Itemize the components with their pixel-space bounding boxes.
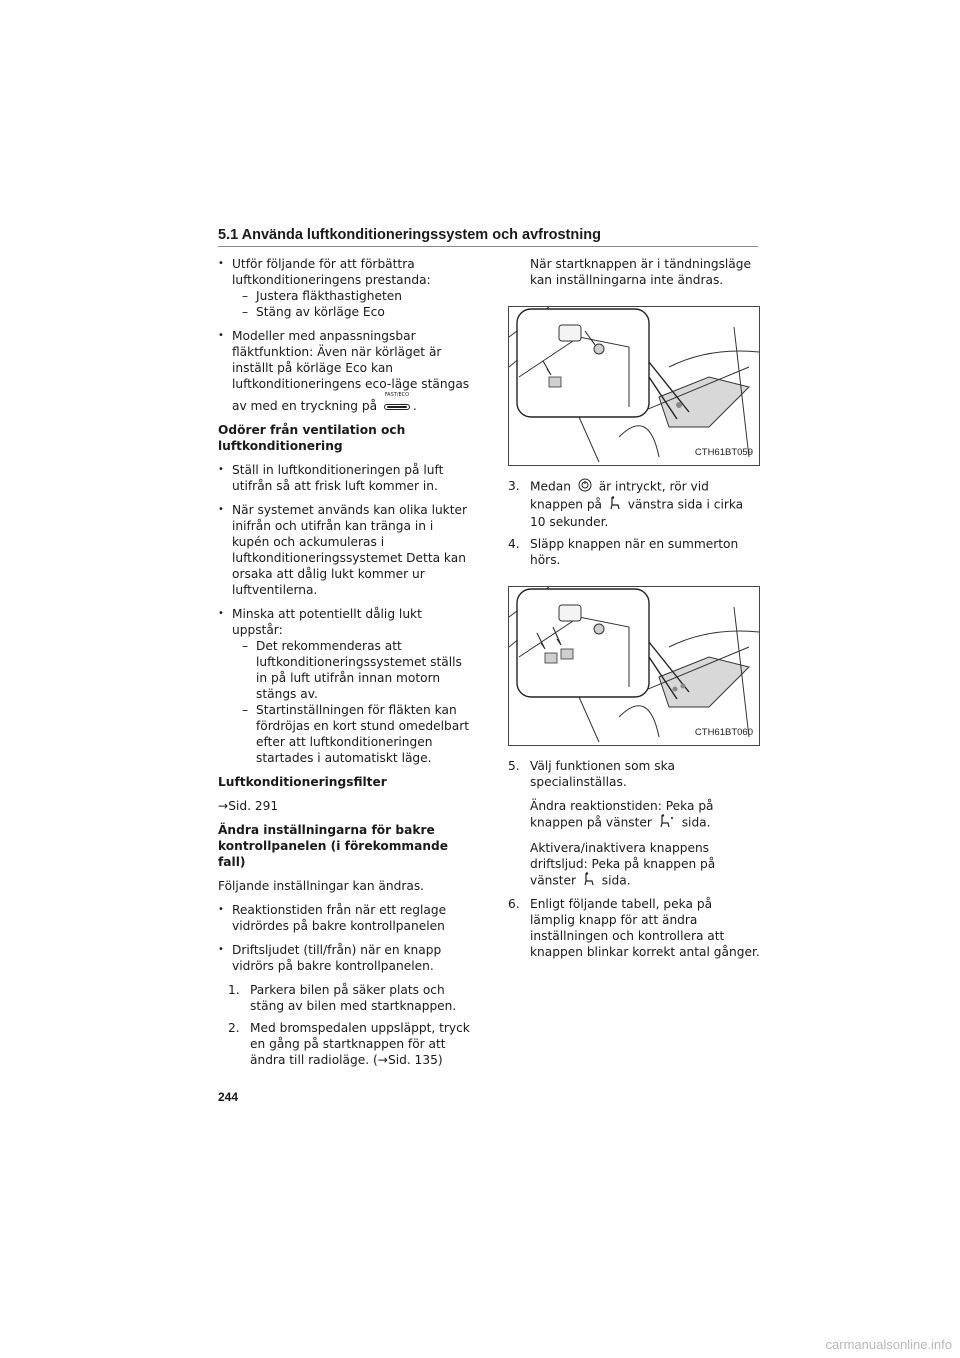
- step-text: vänstra sida i cirka 10 sekunder.: [530, 497, 744, 529]
- bullet-text: När systemet används kan olika lukter inifrån och utifrån kan tränga in i kupén och ackumuleras i luftkonditioneringssystemet Detta kan orsaka att dålig lukt kommer ur luftventilerna.: [232, 503, 468, 597]
- bullet-item: [218, 902, 473, 934]
- step-text: Välj funktionen som ska specialinställas.: [530, 759, 675, 789]
- step-1: [228, 982, 473, 1014]
- step-3: [508, 478, 760, 530]
- heading-rear-panel: Ändra inställningarna för bakre kontrollpanelen (i förekommande fall): [218, 823, 449, 869]
- bullet-item: [218, 328, 473, 414]
- heading-odors: Odörer från ventilation och luftkonditionering: [218, 423, 406, 453]
- rear-panel-illustration-1: [509, 307, 759, 465]
- sub-item-text: Justera fläkthastigheten: [256, 289, 402, 303]
- page-reference-link[interactable]: →Sid. 291: [218, 799, 279, 813]
- step-text: sida.: [681, 815, 711, 830]
- step-option-reaction-time: [530, 798, 760, 832]
- step-text: Parkera bilen på säker plats och stäng av bilen med startknappen.: [250, 983, 457, 1013]
- figure-rear-panel-1: [508, 306, 760, 466]
- step-5: [508, 758, 760, 890]
- section-title: 5.1 Använda luftkonditioneringssystem och avfrostning: [218, 227, 601, 243]
- bullet-text: Minska att potentiellt dålig lukt uppstår:: [232, 607, 422, 637]
- figure-rear-panel-2: [508, 586, 760, 746]
- step-2: [228, 1020, 473, 1068]
- step-number: 5.: [508, 759, 520, 773]
- bullet-item: [218, 256, 473, 320]
- bullet-item: [218, 462, 473, 494]
- seat-icon: [583, 872, 595, 890]
- bullet-text: Ställ in luftkonditioneringen på luft utifrån så att frisk luft kommer in.: [232, 463, 444, 493]
- sub-item: – Justera fläkthastigheten: [242, 289, 402, 303]
- power-button-icon: [578, 478, 592, 496]
- step-text: Med bromspedalen uppsläppt, tryck en gång på startknappen för att ändra till radioläge. (→Sid. 135): [250, 1021, 470, 1067]
- continuation-paragraph: När startknappen är i tändningsläge kan inställningarna inte ändras.: [530, 257, 752, 287]
- fast-eco-button-label: FAST/ECO: [384, 392, 410, 398]
- step-number: 4.: [508, 537, 520, 551]
- step-text: Aktivera/inaktivera knappens driftsljud: Peka på knappen på vänster: [530, 841, 716, 888]
- step-number: 1.: [228, 983, 240, 997]
- step-number: 2.: [228, 1021, 240, 1035]
- right-column: [508, 256, 760, 966]
- step-text: Enligt följande tabell, peka på lämplig knapp för att ändra inställningen och kontrollera att knappen blinkar korrekt antal gånger.: [530, 897, 760, 959]
- figure-code: CTH61BT060: [694, 727, 753, 738]
- step-text: Släpp knappen när en summerton hörs.: [530, 537, 739, 567]
- sub-item: – Stäng av körläge Eco: [242, 305, 385, 319]
- step-text: Ändra reaktionstiden: Peka på knappen på vänster: [530, 799, 714, 830]
- sub-item-text: Det rekommenderas att luftkonditioneringssystemet ställs in på luft utifrån innan motorn stängs av.: [256, 639, 462, 701]
- step-number: 3.: [508, 479, 520, 493]
- heading-filter: Luftkonditioneringsfilter: [218, 775, 387, 789]
- bullet-item: [218, 606, 473, 766]
- left-column: [218, 256, 473, 1074]
- watermark-link[interactable]: carmanualsonline.info: [825, 1337, 952, 1352]
- sub-item-text: Stäng av körläge Eco: [256, 305, 385, 319]
- sentence-end: .: [412, 399, 417, 413]
- bullet-text: Driftsljudet (till/från) när en knapp vidrörs på bakre kontrollpanelen.: [232, 943, 442, 973]
- bullet-text: Modeller med anpassningsbar fläktfunktion: Även när körläget är inställt på körläge Eco kan luftkonditioneringens eco-läge stängas av med en tryckning på: [232, 329, 470, 413]
- bullet-item: [218, 502, 473, 598]
- rear-panel-illustration-2: [509, 587, 759, 745]
- fast-eco-button-icon: [384, 392, 410, 414]
- bullet-item: [218, 942, 473, 974]
- paragraph: Följande inställningar kan ändras.: [218, 879, 425, 893]
- step-option-operation-sound: [530, 840, 760, 890]
- bullet-text: Reaktionstiden från när ett reglage vidrördes på bakre kontrollpanelen: [232, 903, 447, 933]
- sub-item: – Startinställningen för fläkten kan fördröjas en kort stund omedelbart efter att luftkonditioneringen startades i automatiskt läge.: [242, 703, 470, 765]
- seat-icon: [609, 496, 621, 514]
- sub-item: – Det rekommenderas att luftkonditioneringssystemet ställs in på luft utifrån innan motorn stängs av.: [242, 639, 462, 701]
- page-number: 244: [218, 1090, 239, 1104]
- step-text: sida.: [601, 873, 631, 888]
- step-4: [508, 536, 760, 568]
- step-text: är intryckt, rör vid knappen på: [530, 479, 709, 512]
- step-number: 6.: [508, 897, 520, 911]
- figure-code: CTH61BT059: [694, 447, 753, 458]
- step-text: Medan: [530, 479, 571, 494]
- bullet-text: Utför följande för att förbättra luftkonditioneringens prestanda:: [232, 257, 431, 287]
- seat-fan-icon: [659, 814, 675, 832]
- section-header: [218, 224, 758, 247]
- step-6: [508, 896, 760, 960]
- sub-item-text: Startinställningen för fläkten kan fördröjas en kort stund omedelbart efter att luftkonditioneringen startades i automatiskt läge.: [256, 703, 470, 765]
